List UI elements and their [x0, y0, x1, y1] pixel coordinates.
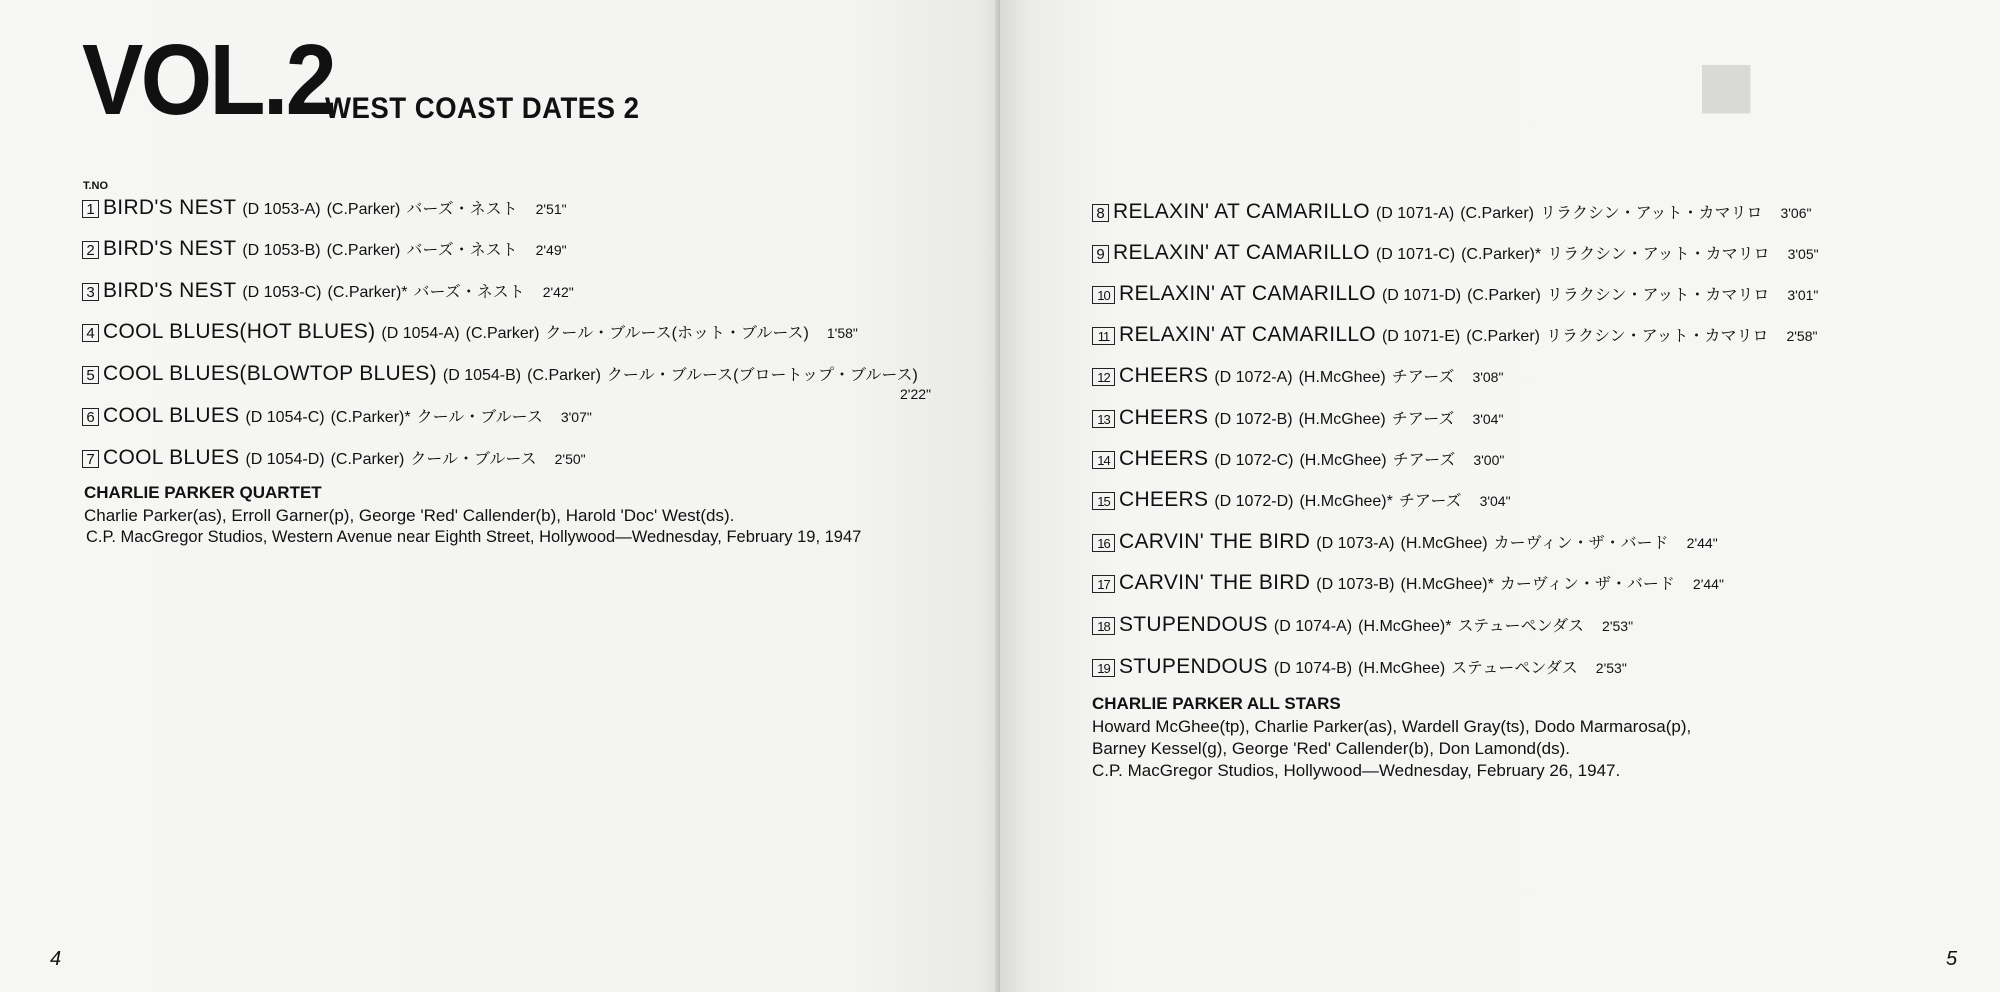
- catalog-number: (D 1053-A): [242, 201, 321, 218]
- track-number: 4: [82, 324, 99, 342]
- duration: 3'04": [1479, 493, 1511, 509]
- credit-personnel: Charlie Parker(as), Erroll Garner(p), George 'Red' Callender(b), Harold 'Doc' West(ds).: [84, 506, 735, 525]
- duration: 2'53": [1602, 618, 1634, 634]
- composer: (C.Parker): [465, 325, 540, 342]
- track-number: 3: [82, 283, 99, 301]
- duration: 2'58": [1786, 328, 1818, 344]
- track-number: 2: [82, 241, 99, 259]
- track-row: [82, 446, 586, 470]
- composer: (C.Parker): [326, 201, 401, 218]
- track-title: COOL BLUES: [103, 404, 240, 427]
- track-row: [1092, 447, 1504, 471]
- composer: (H.McGhee): [1298, 369, 1386, 386]
- track-row: [1092, 488, 1511, 512]
- catalog-number: (D 1054-D): [245, 451, 325, 468]
- catalog-number: (D 1071-E): [1381, 328, 1461, 345]
- composer: (H.McGhee): [1358, 660, 1446, 677]
- catalog-number: (D 1074-B): [1273, 660, 1353, 677]
- catalog-number: (D 1072-B): [1214, 411, 1293, 428]
- track-title: BIRD'S NEST: [103, 237, 237, 260]
- track-title: RELAXIN' AT CAMARILLO: [1119, 282, 1376, 305]
- track-title: CARVIN' THE BIRD: [1119, 530, 1311, 553]
- composer: (H.McGhee): [1298, 411, 1386, 428]
- duration: 3'05": [1787, 246, 1819, 262]
- volume-title: VOL.2: [82, 24, 335, 136]
- track-title: COOL BLUES(BLOWTOP BLUES): [103, 362, 437, 385]
- track-number: 19: [1092, 659, 1115, 677]
- track-row: [1092, 530, 1718, 554]
- track-number: 9: [1092, 245, 1109, 263]
- composer: (C.Parker)*: [327, 284, 408, 301]
- track-title: BIRD'S NEST: [103, 196, 237, 219]
- track-row: [1092, 406, 1503, 430]
- duration: 3'00": [1473, 452, 1505, 468]
- credit-location-right: C.P. MacGregor Studios, Hollywood—Wednesday, February 26, 1947.: [1092, 761, 1621, 780]
- track-title: COOL BLUES(HOT BLUES): [103, 320, 376, 343]
- track-title: CHEERS: [1119, 447, 1209, 470]
- track-title: STUPENDOUS: [1119, 613, 1268, 636]
- track-number: 15: [1092, 492, 1115, 510]
- duration: 2'51": [535, 201, 567, 217]
- composer: (H.McGhee)*: [1400, 576, 1494, 593]
- catalog-number: (D 1054-C): [245, 409, 325, 426]
- catalog-number: (D 1071-A): [1375, 205, 1455, 222]
- credit-personnel-2: Barney Kessel(g), George 'Red' Callender(b), Don Lamond(ds).: [1092, 739, 1570, 758]
- composer: (H.McGhee): [1400, 535, 1488, 552]
- catalog-number: (D 1072-C): [1214, 452, 1294, 469]
- track-row: [1092, 655, 1627, 679]
- catalog-number: (D 1053-B): [242, 242, 321, 259]
- catalog-number: (D 1071-D): [1381, 287, 1462, 304]
- japanese-title: リラクシン・アット・カマリロ: [1546, 287, 1770, 304]
- japanese-title: クール・ブルース(ホット・ブルース): [545, 325, 809, 342]
- japanese-title: チアーズ: [1392, 452, 1456, 469]
- track-number: 14: [1092, 451, 1115, 469]
- track-row: [82, 320, 858, 344]
- catalog-number: (D 1054-A): [381, 325, 460, 342]
- composer: (C.Parker): [330, 451, 405, 468]
- track-number: 11: [1092, 327, 1115, 345]
- composer: (C.Parker)*: [1461, 246, 1542, 263]
- track-row: [1092, 282, 1818, 306]
- duration: 3'01": [1787, 287, 1819, 303]
- catalog-number: (D 1072-D): [1214, 493, 1294, 510]
- track-number: 16: [1092, 534, 1115, 552]
- japanese-title: クール・ブルース: [416, 409, 543, 426]
- catalog-number: (D 1072-A): [1214, 369, 1293, 386]
- japanese-title: リラクシン・アット・カマリロ: [1547, 246, 1770, 263]
- catalog-number: (D 1053-C): [242, 284, 322, 301]
- track-number: 5: [82, 366, 99, 384]
- track-title: RELAXIN' AT CAMARILLO: [1119, 323, 1376, 346]
- track-row: [82, 279, 574, 303]
- composer: (C.Parker): [326, 242, 401, 259]
- page-number: 4: [50, 948, 62, 970]
- track-number-label: T.NO: [83, 180, 109, 192]
- catalog-number: (D 1071-C): [1375, 246, 1456, 263]
- japanese-title: カーヴィン・ザ・バード: [1499, 576, 1675, 593]
- credit-location: C.P. MacGregor Studios, Western Avenue near Eighth Street, Hollywood—Wednesday, February 19, 1947: [86, 528, 862, 546]
- catalog-number: (D 1073-A): [1316, 535, 1395, 552]
- japanese-title: バーズ・ネスト: [406, 242, 518, 259]
- track-number: 10: [1092, 286, 1115, 304]
- duration: 2'44": [1692, 576, 1724, 592]
- duration: 1'58": [826, 325, 858, 341]
- duration: 3'04": [1472, 411, 1504, 427]
- credit-heading-right: CHARLIE PARKER ALL STARS: [1092, 694, 1341, 713]
- japanese-title: チアーズ: [1391, 369, 1455, 386]
- duration: 2'44": [1686, 535, 1718, 551]
- duration: 2'50": [554, 451, 586, 467]
- track-title: CHEERS: [1119, 406, 1209, 429]
- duration: 2'42": [542, 284, 574, 300]
- catalog-number: (D 1073-B): [1316, 576, 1395, 593]
- track-title: CHEERS: [1119, 488, 1209, 511]
- track-number: 7: [82, 450, 99, 468]
- track-number: 1: [82, 200, 99, 218]
- track-number: 18: [1092, 617, 1115, 635]
- track-row: [1092, 323, 1817, 347]
- track-title: CHEERS: [1119, 364, 1209, 387]
- track-number: 8: [1092, 204, 1109, 222]
- credit-personnel-1: Howard McGhee(tp), Charlie Parker(as), Wardell Gray(ts), Dodo Marmarosa(p),: [1092, 717, 1692, 736]
- composer: (H.McGhee)*: [1358, 618, 1452, 635]
- track-row: [82, 237, 567, 261]
- duration: 2'53": [1595, 660, 1627, 676]
- track-title: RELAXIN' AT CAMARILLO: [1113, 241, 1370, 264]
- japanese-title: チアーズ: [1398, 493, 1462, 510]
- track-row: [1092, 613, 1633, 637]
- composer: (H.McGhee)*: [1299, 493, 1393, 510]
- composer: (C.Parker): [1466, 328, 1540, 345]
- composer: (C.Parker): [1467, 287, 1541, 304]
- japanese-title: リラクシン・アット・カマリロ: [1545, 328, 1769, 345]
- japanese-title: リラクシン・アット・カマリロ: [1539, 205, 1763, 222]
- duration: 2'49": [535, 242, 567, 258]
- japanese-title: チアーズ: [1391, 411, 1455, 428]
- duration: 3'07": [560, 409, 592, 425]
- track-title: RELAXIN' AT CAMARILLO: [1113, 200, 1370, 223]
- track-number: 12: [1092, 368, 1115, 386]
- volume-subtitle: WEST COAST DATES 2: [325, 92, 640, 125]
- track-row: [1092, 241, 1819, 265]
- composer: (C.Parker): [527, 367, 601, 384]
- track-row: [1092, 364, 1503, 388]
- japanese-title: クール・ブルース: [410, 451, 537, 468]
- track-row: [82, 404, 592, 428]
- track-number: 17: [1092, 575, 1115, 593]
- credit-heading: CHARLIE PARKER QUARTET: [84, 483, 322, 502]
- catalog-number: (D 1074-A): [1273, 618, 1353, 635]
- japanese-title: バーズ・ネスト: [413, 284, 525, 301]
- duration: 3'08": [1472, 369, 1504, 385]
- japanese-title: ステューペンダス: [1457, 618, 1585, 635]
- composer: (C.Parker): [1460, 205, 1534, 222]
- bleed-through-graphic: ■: [1700, 29, 1757, 141]
- japanese-title: バーズ・ネスト: [406, 201, 518, 218]
- composer: (C.Parker)*: [330, 409, 411, 426]
- composer: (H.McGhee): [1299, 452, 1387, 469]
- track-row: [1092, 200, 1811, 224]
- japanese-title: ステューペンダス: [1451, 660, 1578, 677]
- catalog-number: (D 1054-B): [442, 367, 522, 384]
- right-page: [1000, 0, 2000, 992]
- page-number-right: 5: [1946, 948, 1958, 970]
- duration: 2'22": [900, 386, 932, 402]
- track-number: 6: [82, 408, 99, 426]
- track-title: BIRD'S NEST: [103, 279, 237, 302]
- track-title: COOL BLUES: [103, 446, 240, 469]
- japanese-title: カーヴィン・ザ・バード: [1493, 535, 1669, 552]
- track-title: STUPENDOUS: [1119, 655, 1268, 678]
- track-number: 13: [1092, 410, 1115, 428]
- track-row: [82, 196, 567, 220]
- track-row: [1092, 571, 1724, 595]
- track-row: [82, 362, 918, 386]
- track-title: CARVIN' THE BIRD: [1119, 571, 1311, 594]
- japanese-title: クール・ブルース(ブロートップ・ブルース): [606, 367, 918, 384]
- duration: 3'06": [1780, 205, 1812, 221]
